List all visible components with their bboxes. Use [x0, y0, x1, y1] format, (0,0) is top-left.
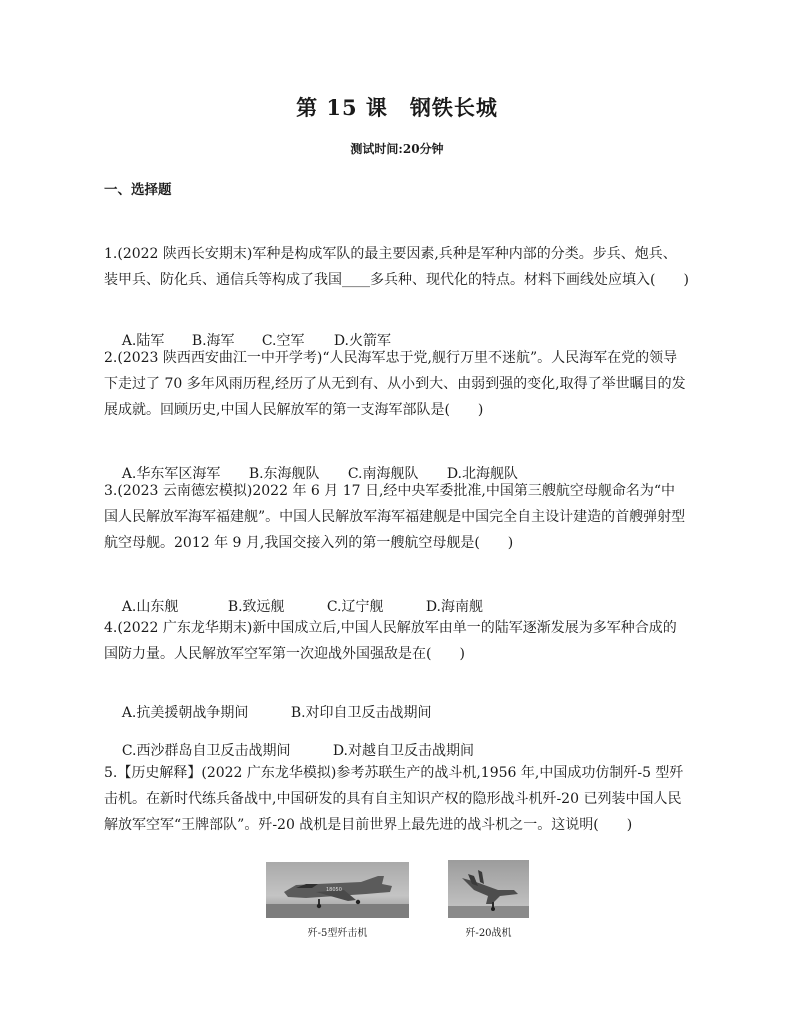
option: C.空军 [261, 333, 305, 349]
question-1: 1.(2022 陕西长安期末)军种是构成军队的最主要因素,兵种是军种内部的分类。步兵、炮兵、装甲兵、防化兵、通信兵等构成了我国____多兵种、现代化的特点。材料下画线处应填入( ) [104, 246, 689, 288]
option: B.对印自卫反击战期间 [290, 705, 432, 721]
option: D.海南舰 [425, 599, 483, 615]
question-3: 3.(2023 云南德宏模拟)2022 年 6 月 17 日,经中央军委批准,中国第三艘航空母舰命名为“中国人民解放军海军福建舰”。中国人民解放军海军福建舰是中国完全自主设计建造的首艘弹射型航空母舰。2012 年 9 月,我国交接入列的第一艘航空母舰是( ) [104, 483, 686, 551]
option: C.辽宁舰 [326, 599, 384, 615]
option: D.对越自卫反击战期间 [332, 743, 474, 759]
question-4: 4.(2022 广东龙华期末)新中国成立后,中国人民解放军由单一的陆军逐渐发展为多军种合成的国防力量。人民解放军空军第一次迎战外国强敌是在( ) [104, 620, 677, 662]
question-5: 5.【历史解释】(2022 广东龙华模拟)参考苏联生产的战斗机,1956 年,中国成功仿制歼-5 型歼击机。在新时代练兵备战中,中国研发的具有自主知识产权的隐形战斗机歼-20 已列装中国人民解放军空军“王牌部队”。歼-20 战机是目前世界上最先进的战斗机之一。这说明( ) [104, 765, 684, 833]
option: A.山东舰 [121, 599, 179, 615]
option: A.抗美援朝战争期间 [121, 705, 249, 721]
jet-j5-photo [266, 862, 409, 918]
test-duration: 测试时间:20分钟 [350, 142, 444, 156]
figure-caption-j20: 歼-20战机 [465, 928, 512, 939]
question-2: 2.(2023 陕西西安曲江一中开学考)“人民海军忠于党,舰行万里不迷航”。人民海军在党的领导下走过了 70 多年风雨历程,经历了从无到有、从小到大、由弱到强的变化,取得了举世瞩目的发展成就。回顾历史,中国人民解放军的第一支海军部队是( ) [104, 350, 686, 418]
section-heading: 一、选择题 [104, 182, 172, 198]
jet-j20-image [448, 860, 529, 918]
option: B.东海舰队 [248, 466, 320, 482]
option: C.西沙群岛自卫反击战期间 [121, 743, 291, 759]
option: D.火箭军 [333, 333, 391, 349]
option: A.华东军区海军 [121, 466, 221, 482]
figure-caption-j5: 歼-5型歼击机 [307, 928, 368, 939]
option: A.陆军 [121, 333, 165, 349]
option: B.海军 [191, 333, 235, 349]
jet-j5-image [266, 862, 409, 918]
page-title: 第 15 课 钢铁长城 [296, 95, 498, 120]
option: C.南海舰队 [347, 466, 419, 482]
option: D.北海舰队 [446, 466, 518, 482]
option: B.致远舰 [227, 599, 285, 615]
jet-j20-photo [448, 860, 529, 918]
svg-text:18050: 18050 [326, 887, 342, 893]
